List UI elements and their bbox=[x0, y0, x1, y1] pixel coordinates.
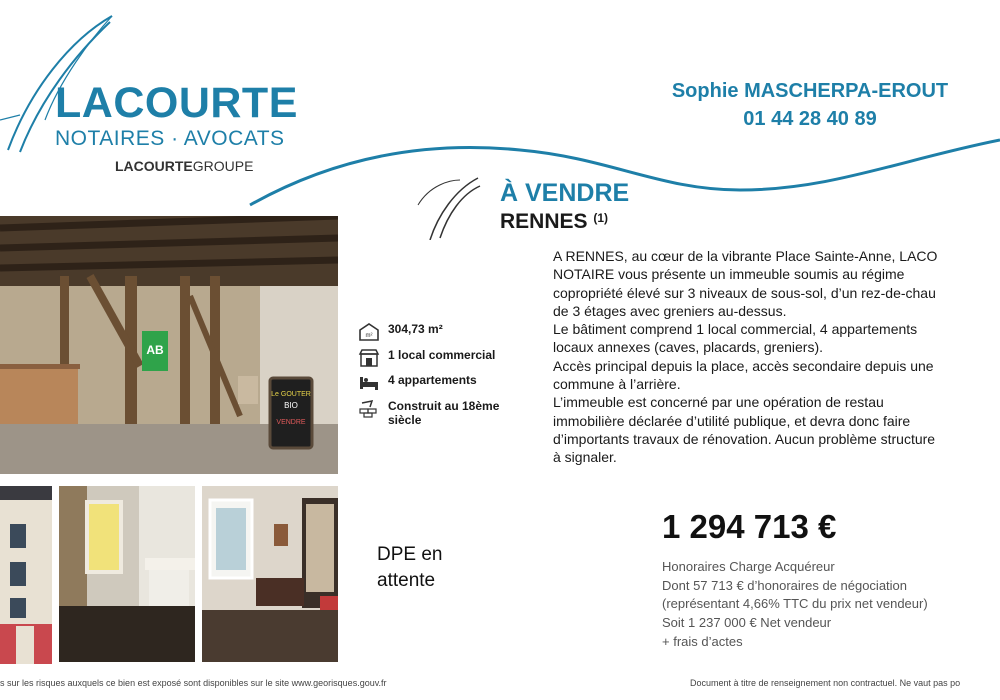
description-line: de 3 étages avec greniers au-dessus. bbox=[553, 302, 787, 319]
board-line-2: BIO bbox=[284, 401, 298, 410]
dpe-line-1: DPE en bbox=[377, 544, 443, 565]
description-line: L’immeuble est concerné par une opération de restau bbox=[553, 394, 884, 411]
photo-main-interior bbox=[0, 216, 338, 474]
listing-price: 1 294 713 € bbox=[662, 508, 837, 545]
dpe-status bbox=[377, 542, 442, 594]
brand-group-light: GROUPE bbox=[192, 158, 254, 174]
contact-phone[interactable]: 01 44 28 40 89 bbox=[743, 108, 877, 130]
brand-name: LACOURTE bbox=[55, 79, 298, 127]
feature-construction-text: Construit au 18ème siècle bbox=[388, 399, 500, 427]
description-line: NOTAIRE vous présente un immeuble soumis au régime bbox=[553, 266, 905, 283]
brand-group bbox=[115, 159, 253, 173]
description-line: Accès principal depuis la place, accès secondaire depuis une bbox=[553, 357, 934, 374]
feature-apartments-text: 4 appartements bbox=[388, 373, 477, 387]
description-line: Le bâtiment comprend 1 local commercial, 4 appartements bbox=[553, 321, 918, 338]
feature-surface-text: 304,73 m² bbox=[388, 322, 443, 336]
description-line: immobilière déclarée d’utilité publique, et devra donc faire bbox=[553, 412, 911, 429]
feature-commercial bbox=[358, 348, 528, 368]
description-line: d’importants travaux de rénovation. Aucun problème structure bbox=[553, 430, 936, 447]
listing-status: À VENDRE bbox=[500, 179, 630, 207]
board-line-1: Le GOUTER bbox=[271, 391, 311, 398]
fees-line: + frais d’actes bbox=[662, 633, 743, 649]
title-quill-icon bbox=[418, 178, 480, 240]
photo-facade bbox=[0, 486, 52, 664]
fees-line: Soit 1 237 000 € Net vendeur bbox=[662, 615, 832, 631]
listing-city bbox=[500, 210, 608, 234]
feature-construction bbox=[358, 399, 528, 427]
footer-disclaimer: Document à titre de renseignement non contractuel. Ne vaut pas po bbox=[690, 678, 961, 688]
description-line: commune à l’arrière. bbox=[553, 376, 681, 393]
feature-commercial-text: 1 local commercial bbox=[388, 348, 496, 362]
feature-surface bbox=[358, 322, 528, 342]
property-description bbox=[553, 247, 1000, 467]
shop-icon bbox=[358, 348, 380, 368]
fees-line: (représentant 4,66% TTC du prix net vendeur) bbox=[662, 596, 928, 612]
fees-line: Honoraires Charge Acquéreur bbox=[662, 559, 835, 574]
photo-interior-window bbox=[59, 486, 195, 662]
bed-icon bbox=[358, 373, 380, 393]
feature-apartments bbox=[358, 373, 528, 393]
city-name: RENNES bbox=[500, 210, 588, 233]
description-line: locaux annexes (caves, placards, greniers). bbox=[553, 339, 824, 356]
contact-name: Sophie MASCHERPA-EROUT bbox=[671, 80, 949, 102]
shop-sign-logo: AB bbox=[146, 343, 164, 357]
board-line-3: VENDRE bbox=[276, 419, 306, 426]
dpe-line-2: attente bbox=[377, 570, 436, 591]
surface-icon-label: m² bbox=[365, 333, 373, 339]
fees-line: Dont 57 713 € d’honoraires de négociation bbox=[662, 577, 908, 593]
brand-subtitle: NOTAIRES · AVOCATS bbox=[55, 127, 285, 150]
fees-details bbox=[662, 558, 928, 652]
description-line: à signaler. bbox=[553, 449, 617, 466]
surface-icon bbox=[358, 322, 380, 342]
description-line: A RENNES, au cœur de la vibrante Place Sainte-Anne, LACO bbox=[553, 248, 938, 264]
description-line: copropriété élevé sur 3 niveaux de sous-sol, d’un rez-de-chau bbox=[553, 284, 936, 301]
construction-icon bbox=[358, 399, 380, 419]
footer-risks-note: s sur les risques auxquels ce bien est exposé sont disponibles sur le site www.georisques.gouv.fr bbox=[0, 678, 387, 688]
city-note-marker: (1) bbox=[593, 211, 609, 225]
photo-interior-room bbox=[202, 486, 338, 662]
brand-group-bold: LACOURTE bbox=[115, 158, 193, 174]
